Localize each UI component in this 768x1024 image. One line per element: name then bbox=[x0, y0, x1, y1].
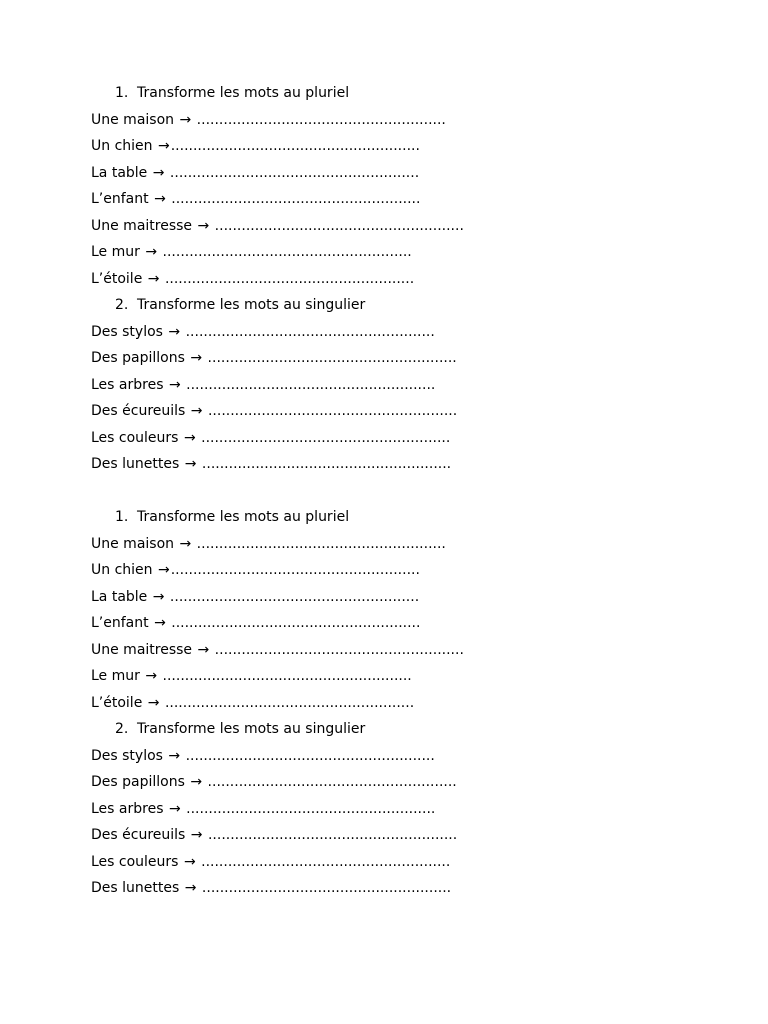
exercise-number: 2. bbox=[115, 721, 129, 737]
arrow-right-icon: → bbox=[168, 376, 181, 393]
exercise-heading bbox=[115, 295, 365, 315]
arrow-right-icon: → bbox=[147, 270, 160, 287]
exercise-item bbox=[91, 825, 457, 845]
exercise-item bbox=[91, 587, 419, 607]
answer-blank: ........................................................ bbox=[181, 376, 436, 393]
arrow-right-icon: → bbox=[145, 668, 158, 684]
answer-blank: ........................................................ bbox=[158, 668, 412, 684]
exercise-item bbox=[91, 348, 457, 368]
item-word: Une maitresse bbox=[91, 641, 193, 658]
item-word: Des lunettes bbox=[91, 456, 180, 472]
exercise-title: Transforme les mots au singulier bbox=[137, 721, 366, 737]
item-word: L’enfant bbox=[91, 191, 149, 207]
exercise-item bbox=[91, 852, 450, 872]
answer-blank: ........................................................ bbox=[197, 456, 452, 472]
answer-blank: ........................................................ bbox=[210, 641, 464, 658]
exercise-item bbox=[91, 428, 450, 448]
arrow-right-icon: → bbox=[197, 641, 210, 658]
exercise-title: Transforme les mots au pluriel bbox=[137, 85, 350, 101]
answer-blank: ........................................................ bbox=[181, 747, 435, 764]
answer-blank: ........................................................ bbox=[210, 217, 464, 234]
answer-blank: ........................................................ bbox=[160, 270, 415, 287]
item-word: Les arbres bbox=[91, 376, 164, 393]
item-word: L’enfant bbox=[91, 615, 149, 631]
exercise-item bbox=[91, 799, 435, 819]
item-word: Des écureuils bbox=[91, 403, 186, 419]
exercise-heading bbox=[115, 719, 365, 739]
item-word: Des papillons bbox=[91, 774, 185, 790]
exercise-title: Transforme les mots au singulier bbox=[137, 297, 366, 313]
exercise-item bbox=[91, 189, 420, 209]
arrow-right-icon: → bbox=[157, 138, 170, 154]
arrow-right-icon: → bbox=[190, 350, 203, 366]
arrow-right-icon: → bbox=[147, 694, 160, 711]
answer-blank: ........................................................ bbox=[192, 535, 446, 552]
exercise-heading bbox=[115, 83, 349, 103]
answer-blank: ........................................................ bbox=[203, 774, 457, 790]
arrow-right-icon: → bbox=[190, 827, 203, 843]
answer-blank: ........................................................ bbox=[203, 350, 457, 366]
arrow-right-icon: → bbox=[184, 880, 197, 896]
answer-blank: ........................................................ bbox=[165, 588, 420, 605]
arrow-right-icon: → bbox=[184, 456, 197, 472]
item-word: Une maison bbox=[91, 111, 175, 128]
answer-blank: ........................................................ bbox=[158, 244, 412, 260]
answer-blank: ........................................................ bbox=[170, 562, 420, 578]
item-word: Les couleurs bbox=[91, 429, 179, 446]
item-word: Une maison bbox=[91, 535, 175, 552]
exercise-item bbox=[91, 322, 435, 342]
exercise-item bbox=[91, 110, 446, 130]
answer-blank: ........................................................ bbox=[196, 429, 451, 446]
arrow-right-icon: → bbox=[152, 164, 165, 181]
item-word: Les couleurs bbox=[91, 853, 179, 870]
answer-blank: ........................................................ bbox=[166, 615, 421, 631]
item-word: Le mur bbox=[91, 668, 140, 684]
arrow-right-icon: → bbox=[190, 774, 203, 790]
exercise-item bbox=[91, 640, 464, 660]
item-word: Des stylos bbox=[91, 323, 163, 340]
exercise-item bbox=[91, 454, 451, 474]
exercise-number: 2. bbox=[115, 297, 129, 313]
item-word: Des stylos bbox=[91, 747, 163, 764]
item-word: Des lunettes bbox=[91, 880, 180, 896]
answer-blank: ........................................................ bbox=[170, 138, 420, 154]
answer-blank: ........................................................ bbox=[197, 880, 452, 896]
item-word: Des écureuils bbox=[91, 827, 186, 843]
arrow-right-icon: → bbox=[145, 244, 158, 260]
item-word: Un chien bbox=[91, 562, 153, 578]
item-word: La table bbox=[91, 164, 148, 181]
item-word: La table bbox=[91, 588, 148, 605]
exercise-item bbox=[91, 375, 435, 395]
arrow-right-icon: → bbox=[197, 217, 210, 234]
answer-blank: ........................................................ bbox=[166, 191, 421, 207]
item-word: Les arbres bbox=[91, 800, 164, 817]
answer-blank: ........................................................ bbox=[160, 694, 415, 711]
exercise-item bbox=[91, 613, 420, 633]
answer-blank: ........................................................ bbox=[203, 827, 458, 843]
item-word: Une maitresse bbox=[91, 217, 193, 234]
exercise-title: Transforme les mots au pluriel bbox=[137, 509, 350, 525]
arrow-right-icon: → bbox=[179, 535, 192, 552]
item-word: L’étoile bbox=[91, 270, 143, 287]
exercise-item bbox=[91, 666, 412, 686]
exercise-item bbox=[91, 560, 420, 580]
answer-blank: ........................................................ bbox=[196, 853, 451, 870]
arrow-right-icon: → bbox=[183, 429, 196, 446]
exercise-item bbox=[91, 772, 457, 792]
item-word: Des papillons bbox=[91, 350, 185, 366]
answer-blank: ........................................................ bbox=[181, 323, 435, 340]
answer-blank: ........................................................ bbox=[192, 111, 446, 128]
arrow-right-icon: → bbox=[168, 323, 181, 340]
item-word: Un chien bbox=[91, 138, 153, 154]
exercise-item bbox=[91, 269, 414, 289]
arrow-right-icon: → bbox=[168, 800, 181, 817]
arrow-right-icon: → bbox=[157, 562, 170, 578]
answer-blank: ........................................................ bbox=[165, 164, 420, 181]
exercise-number: 1. bbox=[115, 509, 129, 525]
arrow-right-icon: → bbox=[179, 111, 192, 128]
arrow-right-icon: → bbox=[152, 588, 165, 605]
arrow-right-icon: → bbox=[154, 615, 166, 631]
arrow-right-icon: → bbox=[154, 191, 166, 207]
answer-blank: ........................................................ bbox=[181, 800, 436, 817]
exercise-item bbox=[91, 746, 435, 766]
exercise-item bbox=[91, 136, 420, 156]
arrow-right-icon: → bbox=[168, 747, 181, 764]
arrow-right-icon: → bbox=[183, 853, 196, 870]
answer-blank: ........................................................ bbox=[203, 403, 458, 419]
exercise-item bbox=[91, 693, 414, 713]
exercise-heading bbox=[115, 507, 349, 527]
exercise-item bbox=[91, 878, 451, 898]
item-word: L’étoile bbox=[91, 694, 143, 711]
exercise-item bbox=[91, 163, 419, 183]
exercise-item bbox=[91, 534, 446, 554]
exercise-number: 1. bbox=[115, 85, 129, 101]
item-word: Le mur bbox=[91, 244, 140, 260]
exercise-item bbox=[91, 401, 457, 421]
exercise-item bbox=[91, 216, 464, 236]
arrow-right-icon: → bbox=[190, 403, 203, 419]
exercise-item bbox=[91, 242, 412, 262]
